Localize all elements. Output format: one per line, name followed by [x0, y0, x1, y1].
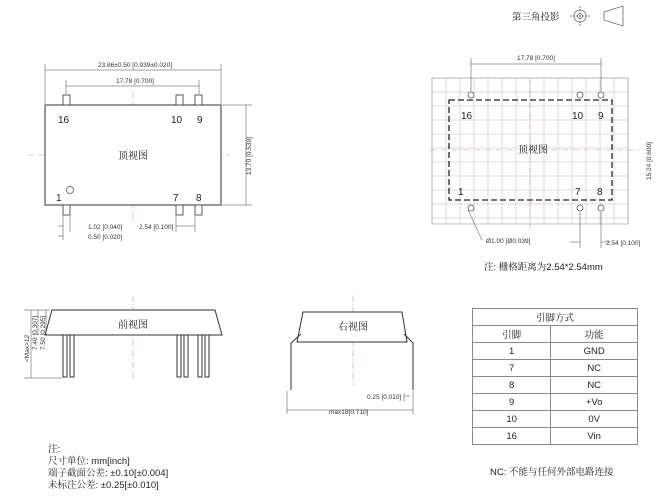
- top-pin-9: 9: [197, 115, 203, 126]
- top-pitch-dim: 2.54 [0.100]: [139, 224, 174, 231]
- table-row: [473, 411, 638, 428]
- table-row: [473, 394, 638, 411]
- function-cell: +Vo: [551, 394, 638, 411]
- front-view-title: 前视图: [118, 320, 148, 331]
- table-row: [473, 377, 638, 394]
- top-pin-1: 1: [56, 193, 62, 204]
- third-angle-projection-icon: [570, 6, 623, 26]
- pcb-height-dim: 15.24 [0.600]: [646, 142, 653, 180]
- side-view-title: 右视图: [338, 322, 368, 333]
- table-row: [473, 343, 638, 360]
- table-row: [473, 360, 638, 377]
- pcb-pin-9: 9: [598, 111, 604, 122]
- pin-cell: 10: [473, 411, 551, 428]
- note-line: 未标注公差: ±0.25[±0.010]: [48, 480, 159, 491]
- pin-cell: 9: [473, 394, 551, 411]
- top-overall-width-dim: 23.86±0.50 [0.939±0.020]: [98, 62, 173, 69]
- top-view: [28, 62, 253, 241]
- pin-table: [472, 308, 638, 445]
- note-line: 端子截面公差: ±0.10[±0.004]: [48, 468, 169, 479]
- pcb-pin-7: 7: [575, 187, 581, 198]
- pin-table-container: [472, 308, 638, 445]
- function-cell: NC: [551, 377, 638, 394]
- top-pin-span-dim: 17.78 [0.700]: [116, 78, 154, 85]
- grid-note: 注: 栅格距离为2.54*2.54mm: [484, 262, 603, 273]
- nc-note: NC: 不能与任何外部电路连接: [490, 467, 614, 478]
- top-pin-7: 7: [173, 193, 179, 204]
- side-max-width-dim: max18[0.710]: [329, 409, 369, 416]
- table-row: [473, 428, 638, 445]
- top-pin-16: 16: [58, 115, 70, 126]
- pcb-pin-10: 10: [572, 111, 584, 122]
- front-body-height2-dim: 7.50 [0.295]: [40, 315, 47, 350]
- front-body-height-dim: 7.40 [0.307]: [32, 315, 39, 350]
- pin-cell: 7: [473, 360, 551, 377]
- pcb-view-title: 顶视图: [518, 145, 548, 156]
- pin-table-title: 引脚方式: [473, 309, 638, 326]
- front-max-height-dim: <Max>12: [24, 334, 31, 362]
- top-pin-width-dim: 1.02 [0.040]: [88, 224, 123, 231]
- top-pin-8: 8: [196, 193, 202, 204]
- pcb-pin-span-dim: 17.78 [0.700]: [517, 55, 555, 62]
- pcb-pin-8: 8: [597, 187, 603, 198]
- function-cell: 0V: [551, 411, 638, 428]
- pin-table-header-pin: 引脚: [473, 326, 551, 343]
- pcb-pin-16: 16: [461, 111, 473, 122]
- pcb-pin-1: 1: [458, 187, 464, 198]
- function-cell: NC: [551, 360, 638, 377]
- pin-cell: 16: [473, 428, 551, 445]
- projection-label: 第三角投影: [512, 12, 560, 23]
- top-height-dim: 13.70 [0.539]: [246, 137, 253, 175]
- top-view-title: 顶视图: [118, 151, 148, 162]
- function-cell: Vin: [551, 428, 638, 445]
- front-view: [24, 296, 222, 380]
- side-view: [287, 296, 413, 416]
- notes-header: 注:: [48, 444, 61, 455]
- pin-cell: 1: [473, 343, 551, 360]
- top-pin-10: 10: [171, 115, 183, 126]
- side-lead-dim: 0.25 [0.010]: [367, 394, 402, 401]
- pcb-hole-dim: Ø1.00 [Ø0.039]: [486, 238, 531, 245]
- note-line: 尺寸单位: mm[inch]: [48, 456, 130, 467]
- pin-table-header-function: 功能: [551, 326, 638, 343]
- top-pin-thickness-dim: 0.50 [0.020]: [88, 234, 123, 241]
- pcb-view: [430, 55, 653, 248]
- pin-cell: 8: [473, 377, 551, 394]
- notes-block: [48, 444, 168, 492]
- pcb-pitch-dim: 2.54 [0.100]: [606, 240, 641, 247]
- function-cell: GND: [551, 343, 638, 360]
